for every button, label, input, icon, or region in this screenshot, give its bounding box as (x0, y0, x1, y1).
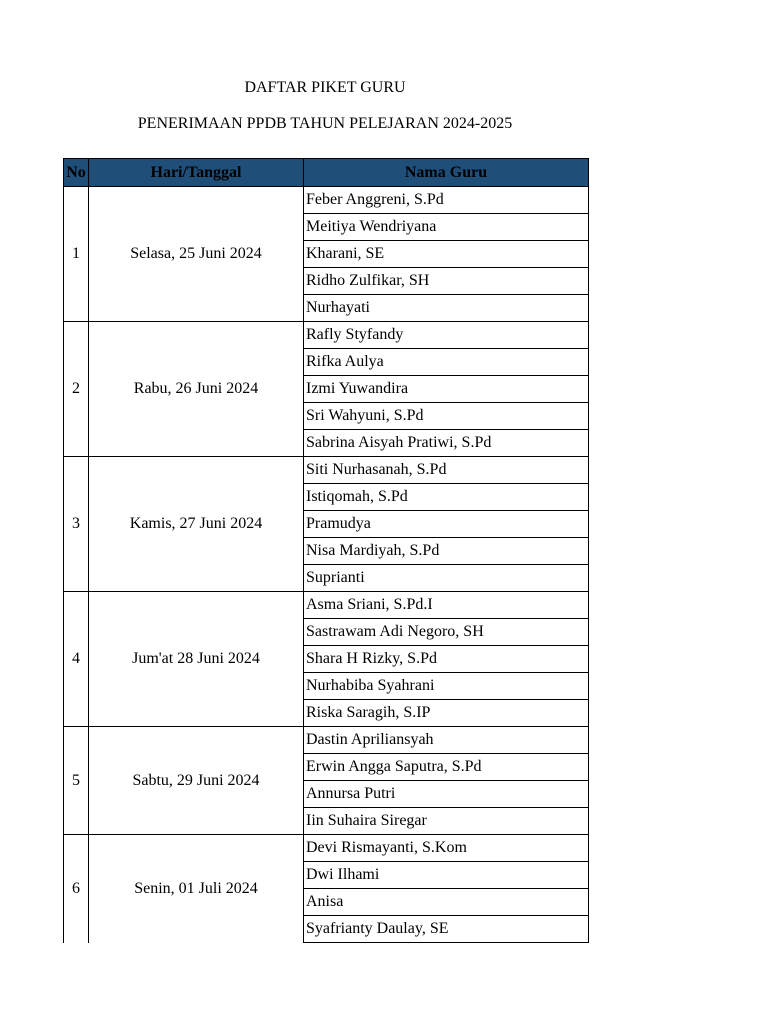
teacher-name-cell: Istiqomah, S.Pd (304, 484, 589, 511)
row-number: 6 (64, 835, 89, 943)
teacher-name-cell: Sabrina Aisyah Pratiwi, S.Pd (304, 430, 589, 457)
table-row (64, 835, 589, 862)
teacher-name-cell: Ridho Zulfikar, SH (304, 268, 589, 295)
day-date-cell: Senin, 01 Juli 2024 (89, 835, 304, 943)
row-number: 2 (64, 322, 89, 457)
header-no: No (64, 159, 89, 187)
table-row (64, 727, 589, 754)
teacher-name-cell: Feber Anggreni, S.Pd (304, 187, 589, 214)
table-body (64, 187, 589, 943)
row-number: 3 (64, 457, 89, 592)
document-subtitle: PENERIMAAN PPDB TAHUN PELEJARAN 2024-2025 (137, 115, 513, 132)
day-date-cell: Selasa, 25 Juni 2024 (89, 187, 304, 322)
table-row (64, 322, 589, 349)
teacher-name-cell: Meitiya Wendriyana (304, 214, 589, 241)
teacher-name-cell: Sastrawam Adi Negoro, SH (304, 619, 589, 646)
teacher-name-cell: Riska Saragih, S.IP (304, 700, 589, 727)
day-date-cell: Rabu, 26 Juni 2024 (89, 322, 304, 457)
day-date-cell: Sabtu, 29 Juni 2024 (89, 727, 304, 835)
teacher-name-cell: Pramudya (304, 511, 589, 538)
teacher-name-cell: Shara H Rizky, S.Pd (304, 646, 589, 673)
header-day: Hari/Tanggal (89, 159, 304, 187)
teacher-name-cell: Siti Nurhasanah, S.Pd (304, 457, 589, 484)
day-date-cell: Kamis, 27 Juni 2024 (89, 457, 304, 592)
day-date-cell: Jum'at 28 Juni 2024 (89, 592, 304, 727)
teacher-name-cell: Dastin Apriliansyah (304, 727, 589, 754)
document-title: DAFTAR PIKET GURU (244, 79, 406, 96)
row-number: 4 (64, 592, 89, 727)
teacher-name-cell: Anisa (304, 889, 589, 916)
teacher-name-cell: Iin Suhaira Siregar (304, 808, 589, 835)
teacher-name-cell: Suprianti (304, 565, 589, 592)
teacher-name-cell: Nurhabiba Syahrani (304, 673, 589, 700)
teacher-name-cell: Erwin Angga Saputra, S.Pd (304, 754, 589, 781)
table-header-row (64, 159, 589, 187)
row-number: 5 (64, 727, 89, 835)
teacher-name-cell: Kharani, SE (304, 241, 589, 268)
teacher-name-cell: Izmi Yuwandira (304, 376, 589, 403)
teacher-name-cell: Nisa Mardiyah, S.Pd (304, 538, 589, 565)
table-row (64, 457, 589, 484)
piket-table (63, 158, 589, 943)
teacher-name-cell: Annursa Putri (304, 781, 589, 808)
row-number: 1 (64, 187, 89, 322)
teacher-name-cell: Nurhayati (304, 295, 589, 322)
teacher-name-cell: Devi Rismayanti, S.Kom (304, 835, 589, 862)
teacher-name-cell: Asma Sriani, S.Pd.I (304, 592, 589, 619)
teacher-name-cell: Dwi Ilhami (304, 862, 589, 889)
teacher-name-cell: Sri Wahyuni, S.Pd (304, 403, 589, 430)
teacher-name-cell: Rifka Aulya (304, 349, 589, 376)
table-row (64, 187, 589, 214)
header-name: Nama Guru (304, 159, 589, 187)
table-row (64, 592, 589, 619)
teacher-name-cell: Syafrianty Daulay, SE (304, 916, 589, 943)
teacher-name-cell: Rafly Styfandy (304, 322, 589, 349)
